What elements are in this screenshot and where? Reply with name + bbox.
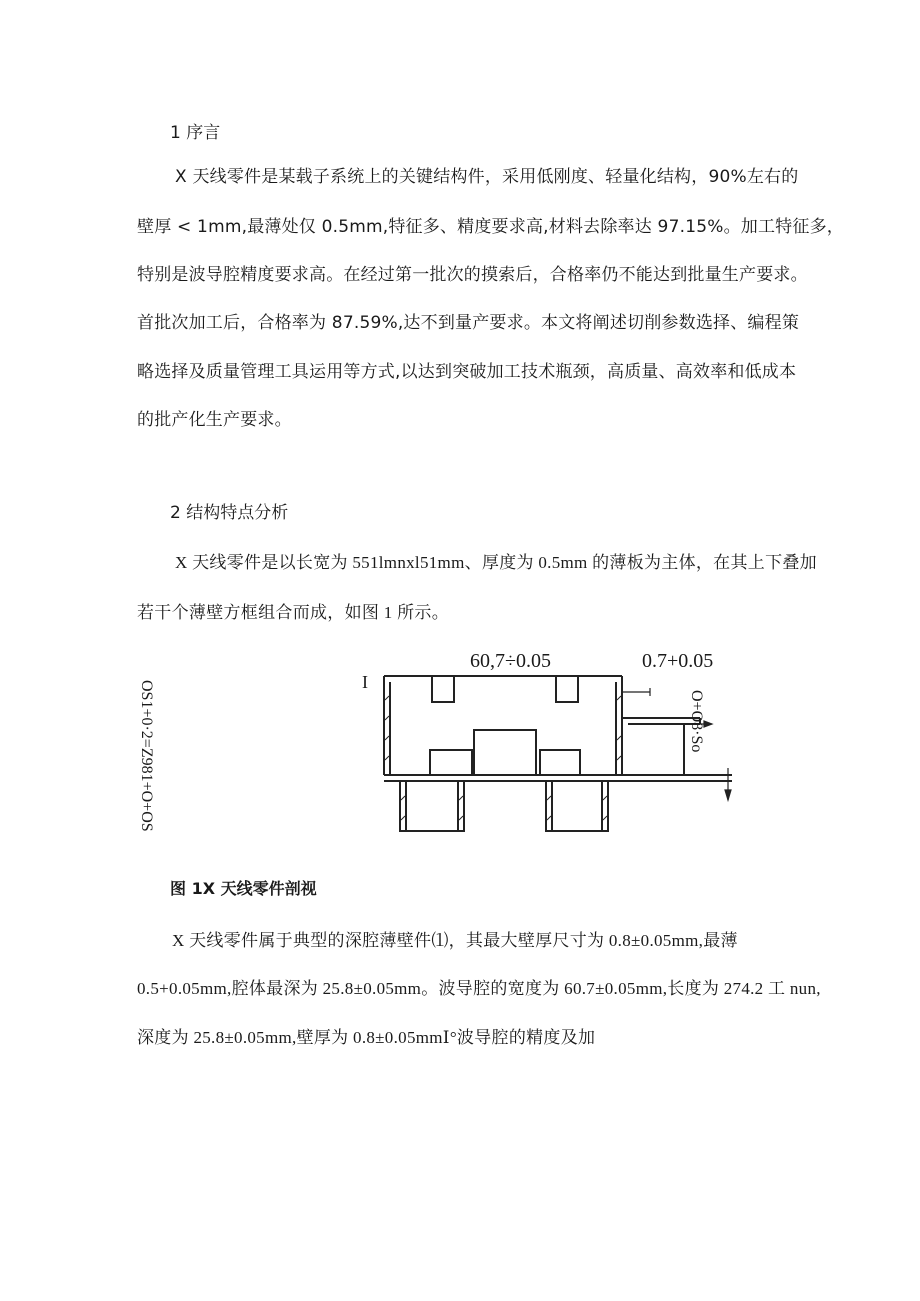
section1-line: X 天线零件是某载子系统上的关键结构件，采用低刚度、轻量化结构，90%左右的: [175, 167, 799, 187]
upper-rib-left: [432, 676, 454, 702]
section3-line: 深度为 25.8±0.05mm,壁厚为 0.8±0.05mmⅠ°波导腔的精度及加: [137, 1028, 596, 1047]
section2-heading: 2 结构特点分析: [170, 503, 289, 523]
section2-line: X 天线零件是以长宽为 551lmnxl51mm、厚度为 0.5mm 的薄板为主体，在其上下叠加: [175, 553, 817, 572]
section3-line: 0.5+0.05mm,腔体最深为 25.8±0.05mm。波导腔的宽度为 60.7±0.05mm,长度为 274.2 工 nun,: [137, 979, 821, 998]
section1-line: 特别是波导腔精度要求高。在经过第一批次的摸索后，合格率仍不能达到批量生产要求。: [137, 265, 808, 285]
dim-top-center: 60,7÷0.05: [470, 650, 551, 672]
lower-box-right: [546, 781, 608, 831]
section3-line: X 天线零件属于典型的深腔薄壁件⑴，其最大壁厚尺寸为 0.8±0.05mm,最薄: [172, 931, 738, 950]
section1-line: 略选择及质量管理工具运用等方式,以达到突破加工技术瓶颈，高质量、高效率和低成本: [137, 362, 797, 382]
dim-left-vertical: OS1+0·2=Z981+O+OS: [138, 680, 155, 832]
section1-line: 首批次加工后，合格率为 87.59%,达不到量产要求。本文将阐述切削参数选择、编程策: [137, 313, 800, 333]
step-box-right: [540, 750, 580, 775]
upper-rib-right: [556, 676, 578, 702]
lower-box-left: [400, 781, 464, 831]
section1-heading: 1 序言: [170, 123, 221, 143]
hatching: [385, 696, 621, 820]
dim-top-right: 0.7+0.05: [642, 650, 714, 672]
section1-line: 壁厚 < 1mm,最薄处仅 0.5mm,特征多、精度要求高,材料去除率达 97.15%。加工特征多，: [137, 217, 844, 237]
section1-line: 的批产化生产要求。: [137, 410, 292, 430]
figure-marker: I: [362, 672, 368, 692]
arrow-icon: [725, 790, 731, 800]
figure-caption: 图 1X 天线零件剖视: [170, 879, 317, 898]
dim-right-vertical: O+O8·So: [688, 690, 705, 753]
center-box: [474, 730, 536, 775]
step-box-left: [430, 750, 472, 775]
section2-line: 若干个薄壁方框组合而成，如图 1 所示。: [137, 603, 449, 622]
